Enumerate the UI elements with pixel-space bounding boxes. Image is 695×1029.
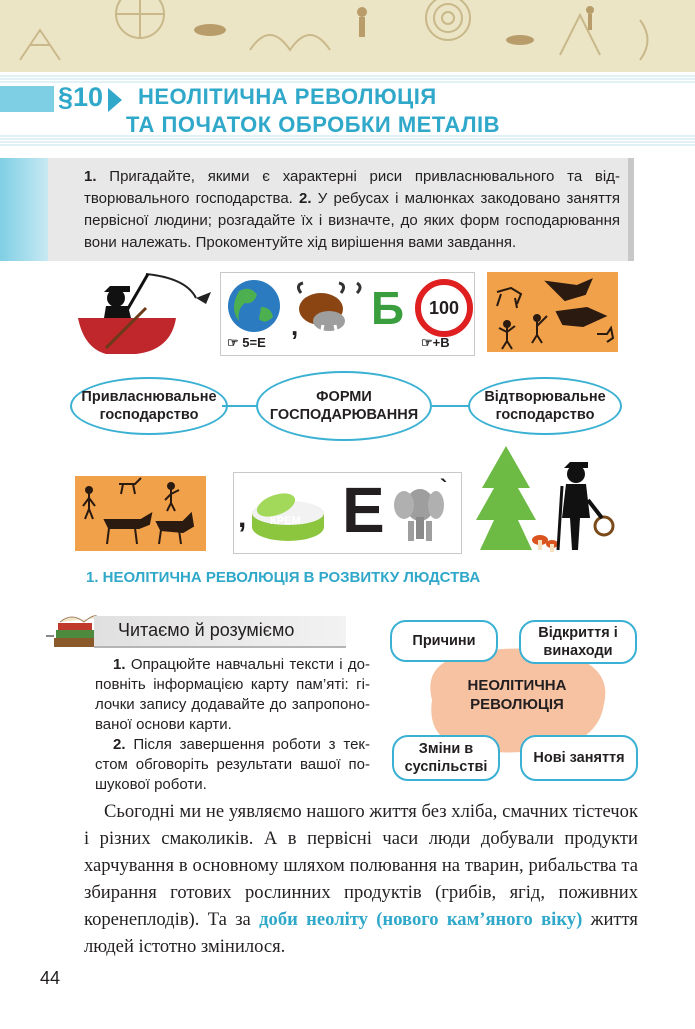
title-line-2: ТА ПОЧАТОК ОБРОБКИ МЕТАЛІВ	[126, 112, 501, 137]
node-discoveries: Відкриття і винаходи	[519, 620, 637, 664]
node-social-changes: Зміни в суспільстві	[392, 735, 500, 781]
rebus-comma-1: ,	[291, 311, 299, 341]
cave-painting-hunt	[487, 272, 618, 352]
rebus2-letter-e: Е	[342, 474, 385, 546]
node-causes: Причини	[390, 620, 498, 662]
top-decorative-band	[0, 0, 695, 72]
elephant-icon	[392, 483, 444, 545]
earth-globe-icon	[225, 277, 283, 335]
body-text-part-2: життя людей істотно змінилося.	[84, 909, 638, 957]
rebus2-comma: ,	[238, 501, 247, 534]
node-forms-of-economy: ФОРМИ ГОСПОДАРЮВАННЯ	[256, 371, 432, 441]
rebus-1	[220, 272, 475, 356]
page-number: 44	[40, 968, 61, 988]
rebus-2	[233, 472, 462, 554]
reading-text-1: Опрацюйте навчальні тексти і доповніть інформацією карту пам’яті: гілочки запису додавайте до запропонованої основи карти.	[95, 656, 370, 733]
task-text	[84, 166, 620, 254]
body-paragraph	[84, 798, 638, 960]
reading-item-1	[95, 655, 370, 735]
title-line-1: НЕОЛІТИЧНА РЕВОЛЮЦІЯ	[138, 84, 437, 109]
rebus2-quote: `	[440, 475, 448, 500]
speed-limit-sign: 100	[415, 279, 473, 337]
task-num-1: 1.	[84, 168, 97, 185]
node-new-occupations: Нові заняття	[520, 735, 638, 781]
paragraph-title	[126, 83, 501, 139]
node-producing-economy: Відтворювальне господарство	[468, 377, 622, 435]
rebus-hint-right: ☞+В	[421, 335, 450, 350]
task-num-2: 2.	[299, 190, 312, 207]
task-side-bar	[0, 158, 48, 261]
rebus-hint-left-text: 5=Е	[242, 335, 266, 350]
reading-text-2: Після завершення роботи з текстом обговоріть результати вашої пошукової роботи.	[95, 736, 370, 793]
cave-painting-herd	[75, 476, 206, 551]
reading-item-2	[95, 735, 370, 795]
reading-label: Читаємо й розуміємо	[118, 620, 295, 640]
reading-instructions	[95, 655, 370, 795]
bull-walrus-icon	[291, 279, 371, 337]
node-appropriating-economy: Привласнювальне господарство	[70, 377, 228, 435]
books-icon	[44, 612, 100, 652]
forest-gatherer-image	[476, 442, 626, 554]
body-text-part-1: Сьогодні ми не уявляємо нашого життя без хліба, смачних тістечок і різних смаколиків. А в первісні часи люди добували продукти харчування в основному шляхом полювання на тварин, рибальства та збирання готових рослинних продуктів (грибів, ягід, поживних коренеплодів). Та за	[84, 801, 638, 930]
paragraph-number: §10	[58, 82, 104, 112]
task-text-1: Пригадайте, якими є характерні риси привласнювального та відтворювального господарства.	[84, 168, 620, 207]
neolithic-term-link[interactable]: доби неоліту (нового кам’яного віку)	[259, 909, 583, 930]
rebus-hint-right-text: +В	[432, 335, 450, 350]
fisher-boat-image	[76, 268, 216, 360]
rebus-hint-left: ☞ 5=Е	[227, 335, 266, 350]
reading-num-2: 2.	[113, 736, 126, 753]
task-text-2: У ребусах і малюнках закодовано заняття первісної людини; розгадайте їх і визначте, до яких форм господарювання вони належать. Прокоментуйте хід вирішення вами завдання.	[84, 190, 620, 251]
cream-label: КРЕМ	[270, 515, 301, 527]
reading-num-1: 1.	[113, 656, 126, 673]
node-neolithic-revolution: НЕОЛІТИЧНА РЕВОЛЮЦІЯ	[467, 677, 567, 713]
section-heading: 1. НЕОЛІТИЧНА РЕВОЛЮЦІЯ В РОЗВИТКУ ЛЮДСТВА	[86, 569, 481, 586]
rebus-letter-b: Б	[371, 282, 405, 334]
